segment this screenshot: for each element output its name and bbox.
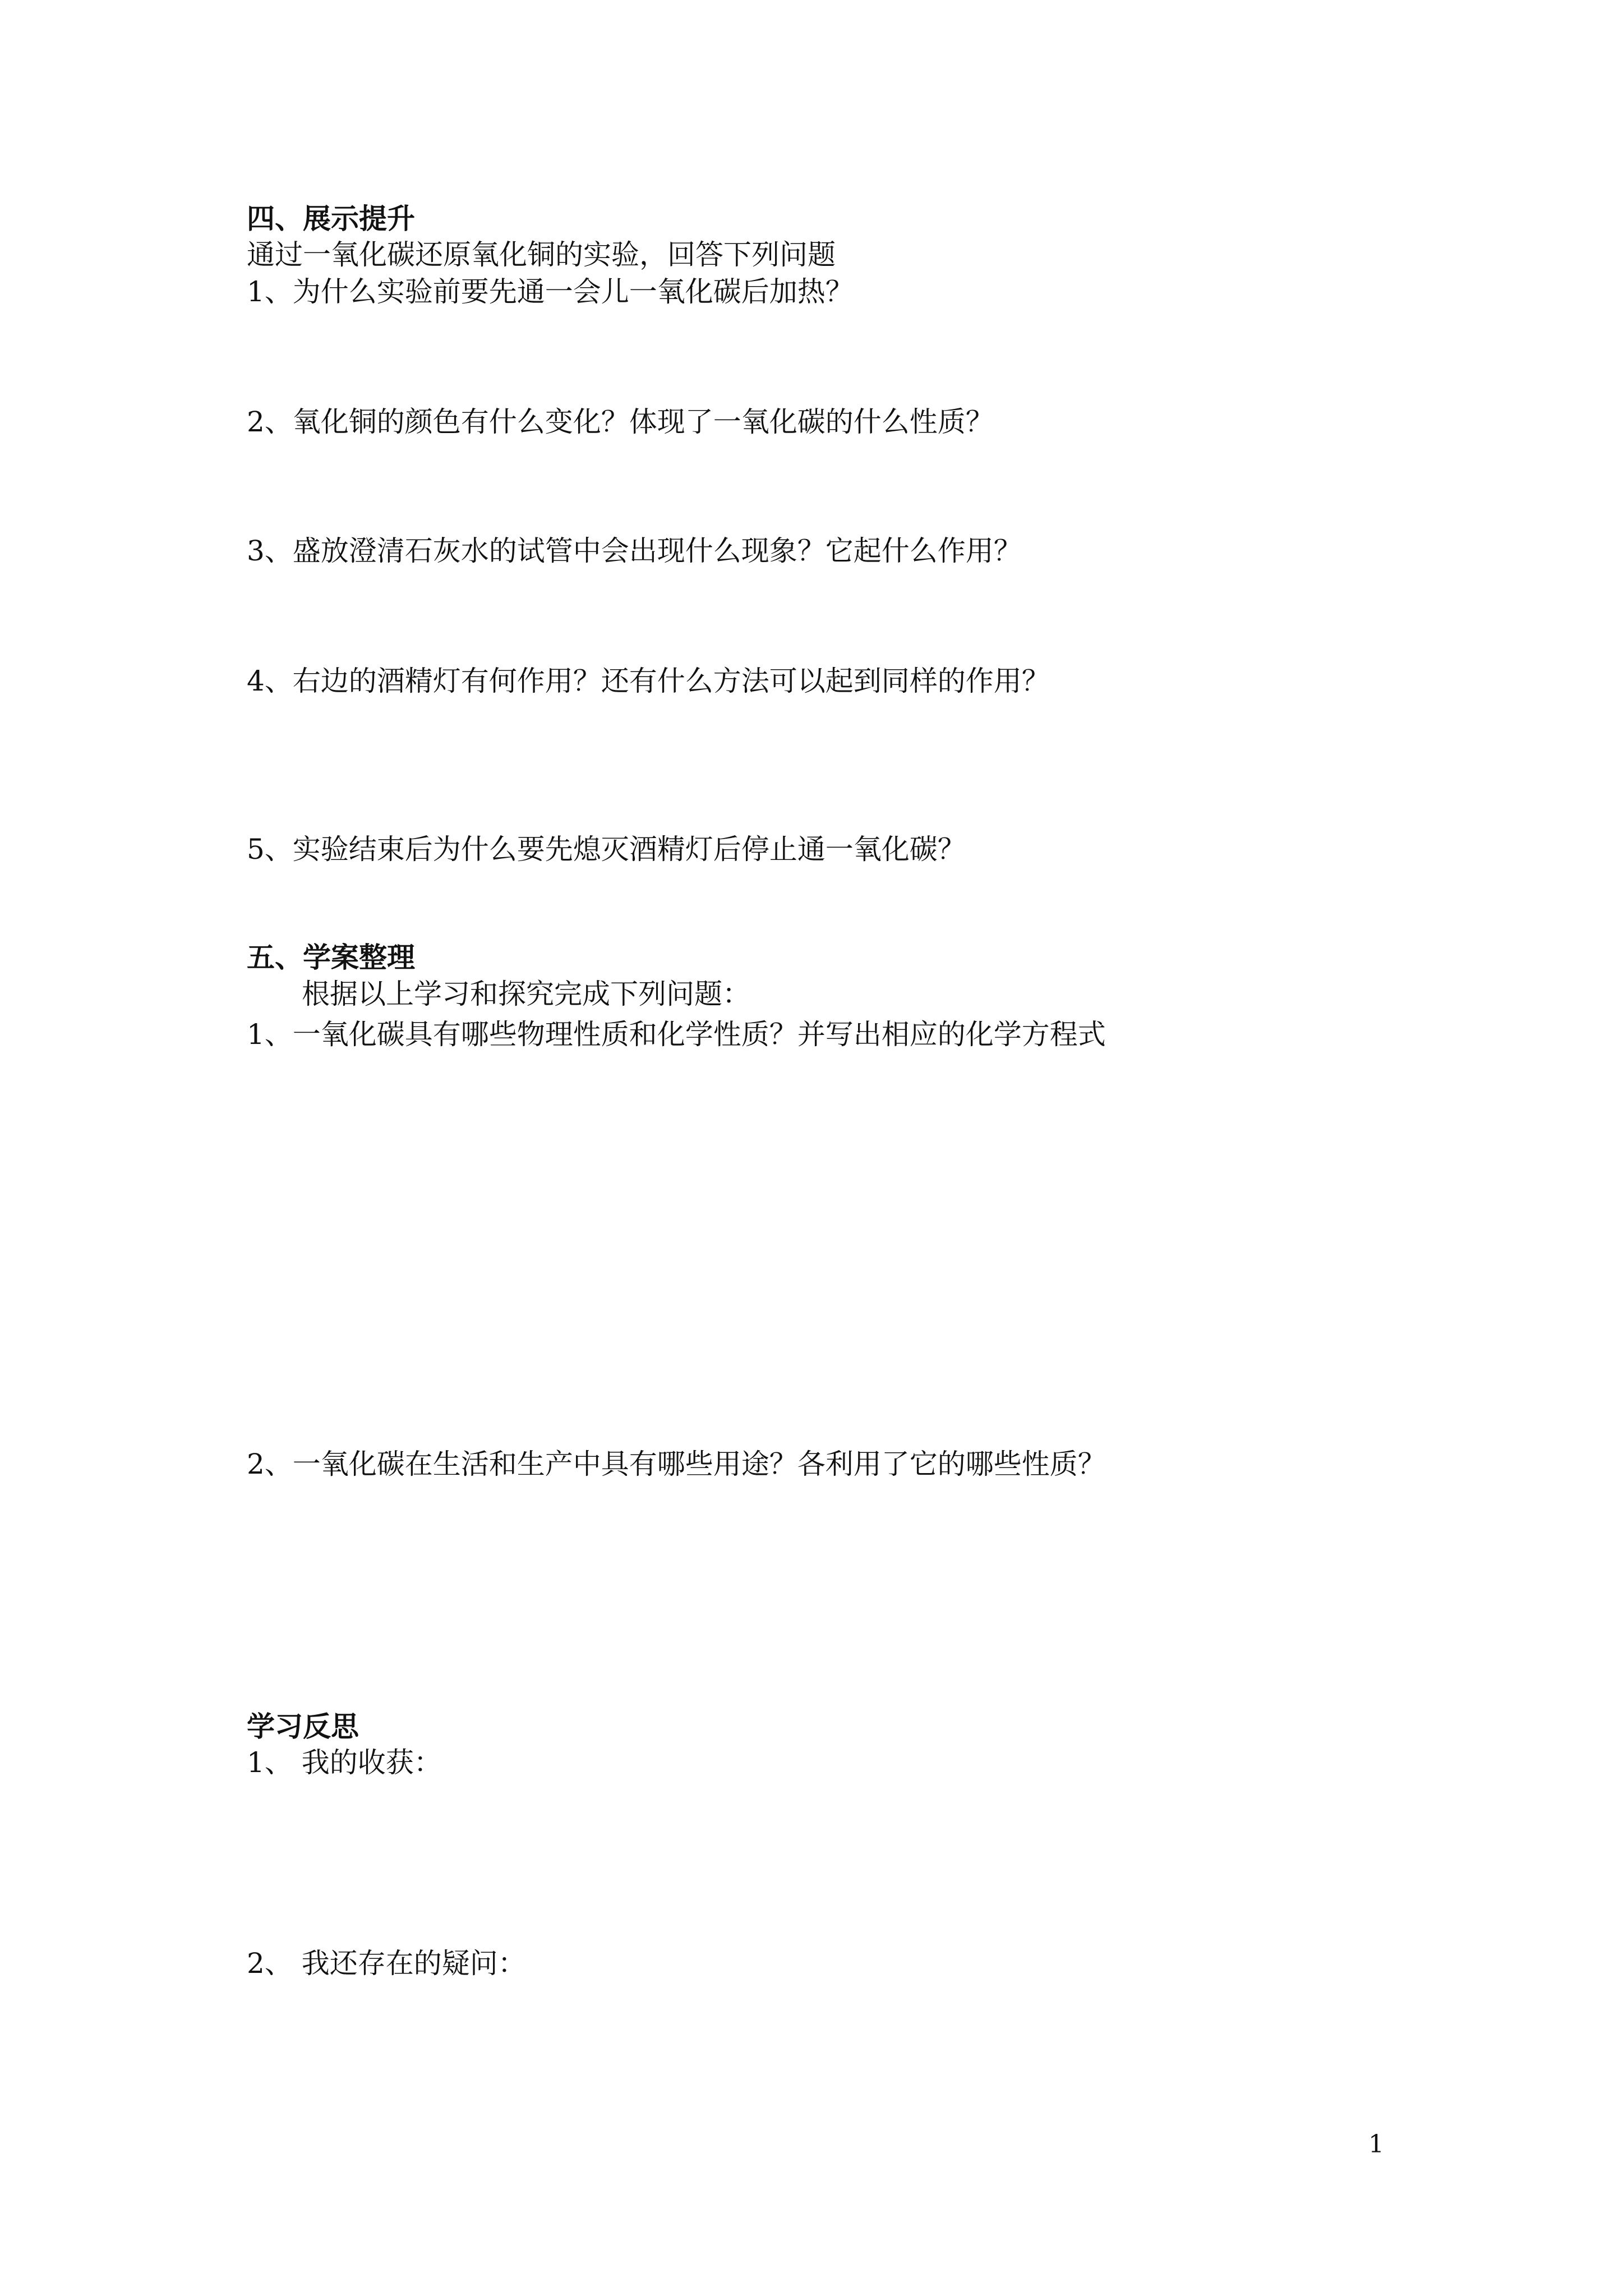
section-intro: 通过一氧化碳还原氧化铜的实验，回答下列问题	[247, 238, 836, 271]
section-heading-reflection: 学习反思	[247, 1710, 359, 1743]
page-number: 1	[1368, 2130, 1384, 2159]
question-item: 3、盛放澄清石灰水的试管中会出现什么现象？它起什么作用？	[247, 535, 1022, 567]
question-item: 2、氧化铜的颜色有什么变化？体现了一氧化碳的什么性质？	[247, 406, 994, 438]
question-item: 1、为什么实验前要先通一会儿一氧化碳后加热？	[247, 275, 854, 308]
reflection-item: 2、 我还存在的疑问：	[247, 1947, 526, 1980]
section-heading-summary: 五、学案整理	[247, 941, 415, 974]
question-item: 5、实验结束后为什么要先熄灭酒精灯后停止通一氧化碳？	[247, 833, 966, 866]
section-heading-display: 四、展示提升	[247, 203, 415, 235]
section-intro: 根据以上学习和探究完成下列问题：	[302, 978, 750, 1010]
question-item: 4、右边的酒精灯有何作用？还有什么方法可以起到同样的作用？	[247, 665, 1050, 697]
question-item: 2、一氧化碳在生活和生产中具有哪些用途？各利用了它的哪些性质？	[247, 1448, 1106, 1480]
question-item: 1、一氧化碳具有哪些物理性质和化学性质？并写出相应的化学方程式	[247, 1018, 1106, 1051]
reflection-item: 1、 我的收获：	[247, 1746, 442, 1779]
